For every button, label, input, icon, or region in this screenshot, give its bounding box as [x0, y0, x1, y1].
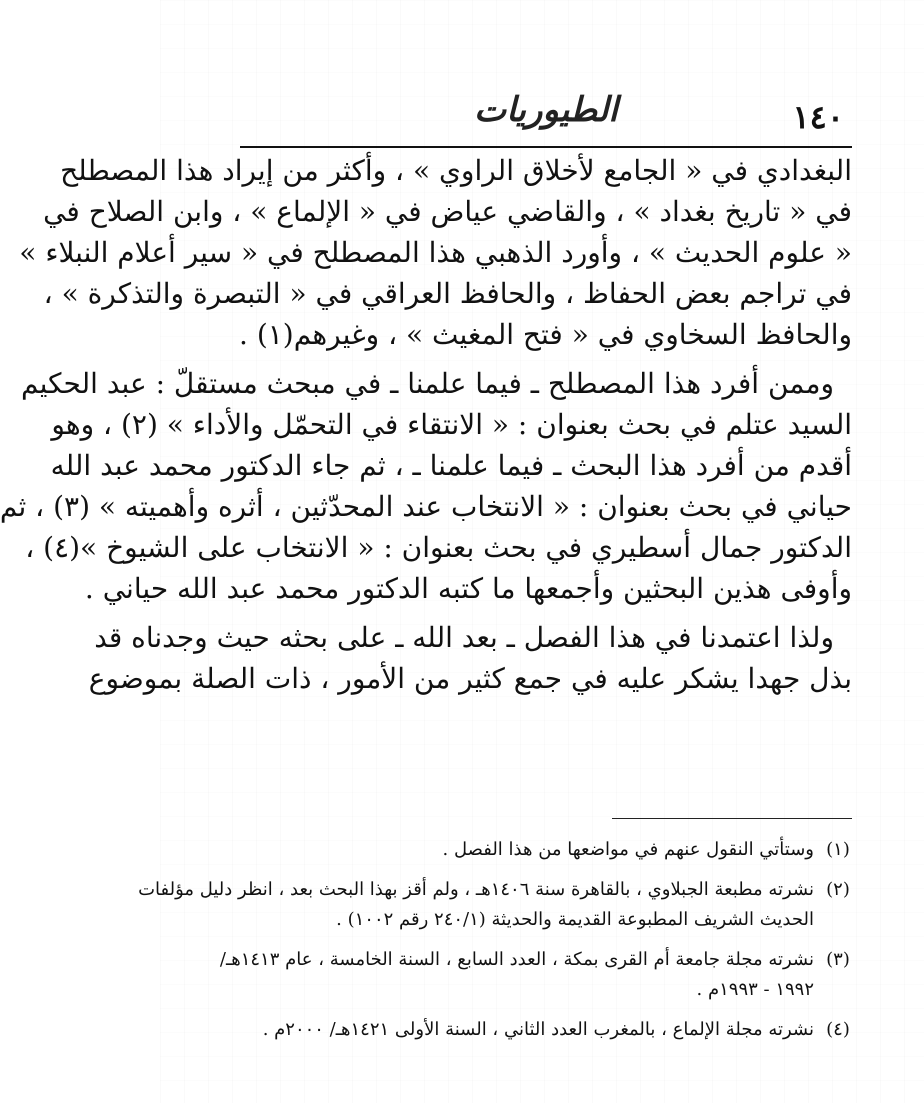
text-line-13: بذل جهدا يشكر عليه في جمع كثير من الأمور ، ذات الصلة بموضوع — [88, 662, 852, 695]
footnote-3-line-1: نشرته مجلة جامعة أم القرى بمكة ، العدد السابع ، السنة الخامسة ، عام ١٤١٣هـ/ — [219, 949, 814, 970]
footnote-body-4 — [240, 1015, 814, 1045]
text-line-9: حياني في بحث بعنوان : « الانتخاب عند المحدّثين ، أثره وأهميته » (٣) ، ثم — [0, 490, 852, 523]
text-line-12: ولذا اعتمدنا في هذا الفصل ـ بعد الله ـ على بحثه حيث وجدناه قد — [94, 621, 834, 654]
main-text — [0, 150, 852, 699]
footnote-number-4: (٤) — [826, 1019, 850, 1040]
footnote-1-line-1: وستأتي النقول عنهم في مواضعها من هذا الفصل . — [442, 839, 814, 860]
footnote-2 — [138, 875, 852, 935]
footnote-body-1 — [240, 835, 814, 865]
footnote-number-1: (١) — [826, 839, 850, 860]
page-number: ١٤٠ — [792, 98, 844, 136]
text-line-6: وممن أفرد هذا المصطلح ـ فيما علمنا ـ في مبحث مستقلّ : عبد الحكيم — [21, 367, 834, 400]
footnote-3-line-2: ١٩٩٢ - ١٩٩٣م . — [696, 979, 814, 1000]
footnote-number-2: (٢) — [826, 879, 850, 900]
footnote-1 — [240, 835, 852, 865]
footnote-number-3: (٣) — [826, 949, 850, 970]
text-line-11: وأوفى هذين البحثين وأجمعها ما كتبه الدكتور محمد عبد الله حياني . — [84, 572, 852, 605]
footnote-4-line-1: نشرته مجلة الإلماع ، بالمغرب العدد الثاني ، السنة الأولى ١٤٢١هـ/ ٢٠٠٠م . — [262, 1019, 814, 1040]
text-line-4: في تراجم بعض الحفاظ ، والحافظ العراقي في « التبصرة والتذكرة » ، — [43, 277, 852, 310]
text-line-7: السيد عتلم في بحث بعنوان : « الانتقاء في التحمّل والأداء » (٢) ، وهو — [51, 408, 852, 441]
footnote-2-line-2: الحديث الشريف المطبوعة القديمة والحديثة (٢٤٠/١ رقم ١٠٠٢) . — [336, 909, 814, 930]
footnote-4 — [240, 1015, 852, 1045]
footnote-3 — [219, 945, 852, 1005]
running-title: الطيوريات — [474, 90, 618, 130]
text-line-3: « علوم الحديث » ، وأورد الذهبي هذا المصطلح في « سير أعلام النبلاء » — [19, 236, 852, 269]
text-line-2: في « تاريخ بغداد » ، والقاضي عياض في « الإلماع » ، وابن الصلاح في — [43, 195, 852, 228]
text-line-5: والحافظ السخاوي في « فتح المغيث » ، وغيرهم(١) . — [239, 318, 852, 351]
footnote-body-2 — [138, 875, 814, 935]
book-page — [0, 70, 852, 1080]
text-line-8: أقدم من أفرد هذا البحث ـ فيما علمنا ـ ، ثم جاء الدكتور محمد عبد الله — [50, 449, 852, 482]
header-divider — [240, 146, 852, 148]
footnote-divider — [612, 818, 852, 819]
page-header — [240, 88, 852, 134]
footnotes — [138, 818, 852, 1055]
footnote-body-3 — [220, 945, 814, 1005]
text-line-1: البغدادي في « الجامع لأخلاق الراوي » ، وأكثر من إيراد هذا المصطلح — [60, 154, 852, 187]
text-line-10: الدكتور جمال أسطيري في بحث بعنوان : « الانتخاب على الشيوخ »(٤) ، — [25, 531, 852, 564]
footnote-2-line-1: نشرته مطبعة الجبلاوي ، بالقاهرة سنة ١٤٠٦هـ ، ولم أقز بهذا البحث بعد ، انظر دليل مؤلفات — [138, 879, 814, 900]
